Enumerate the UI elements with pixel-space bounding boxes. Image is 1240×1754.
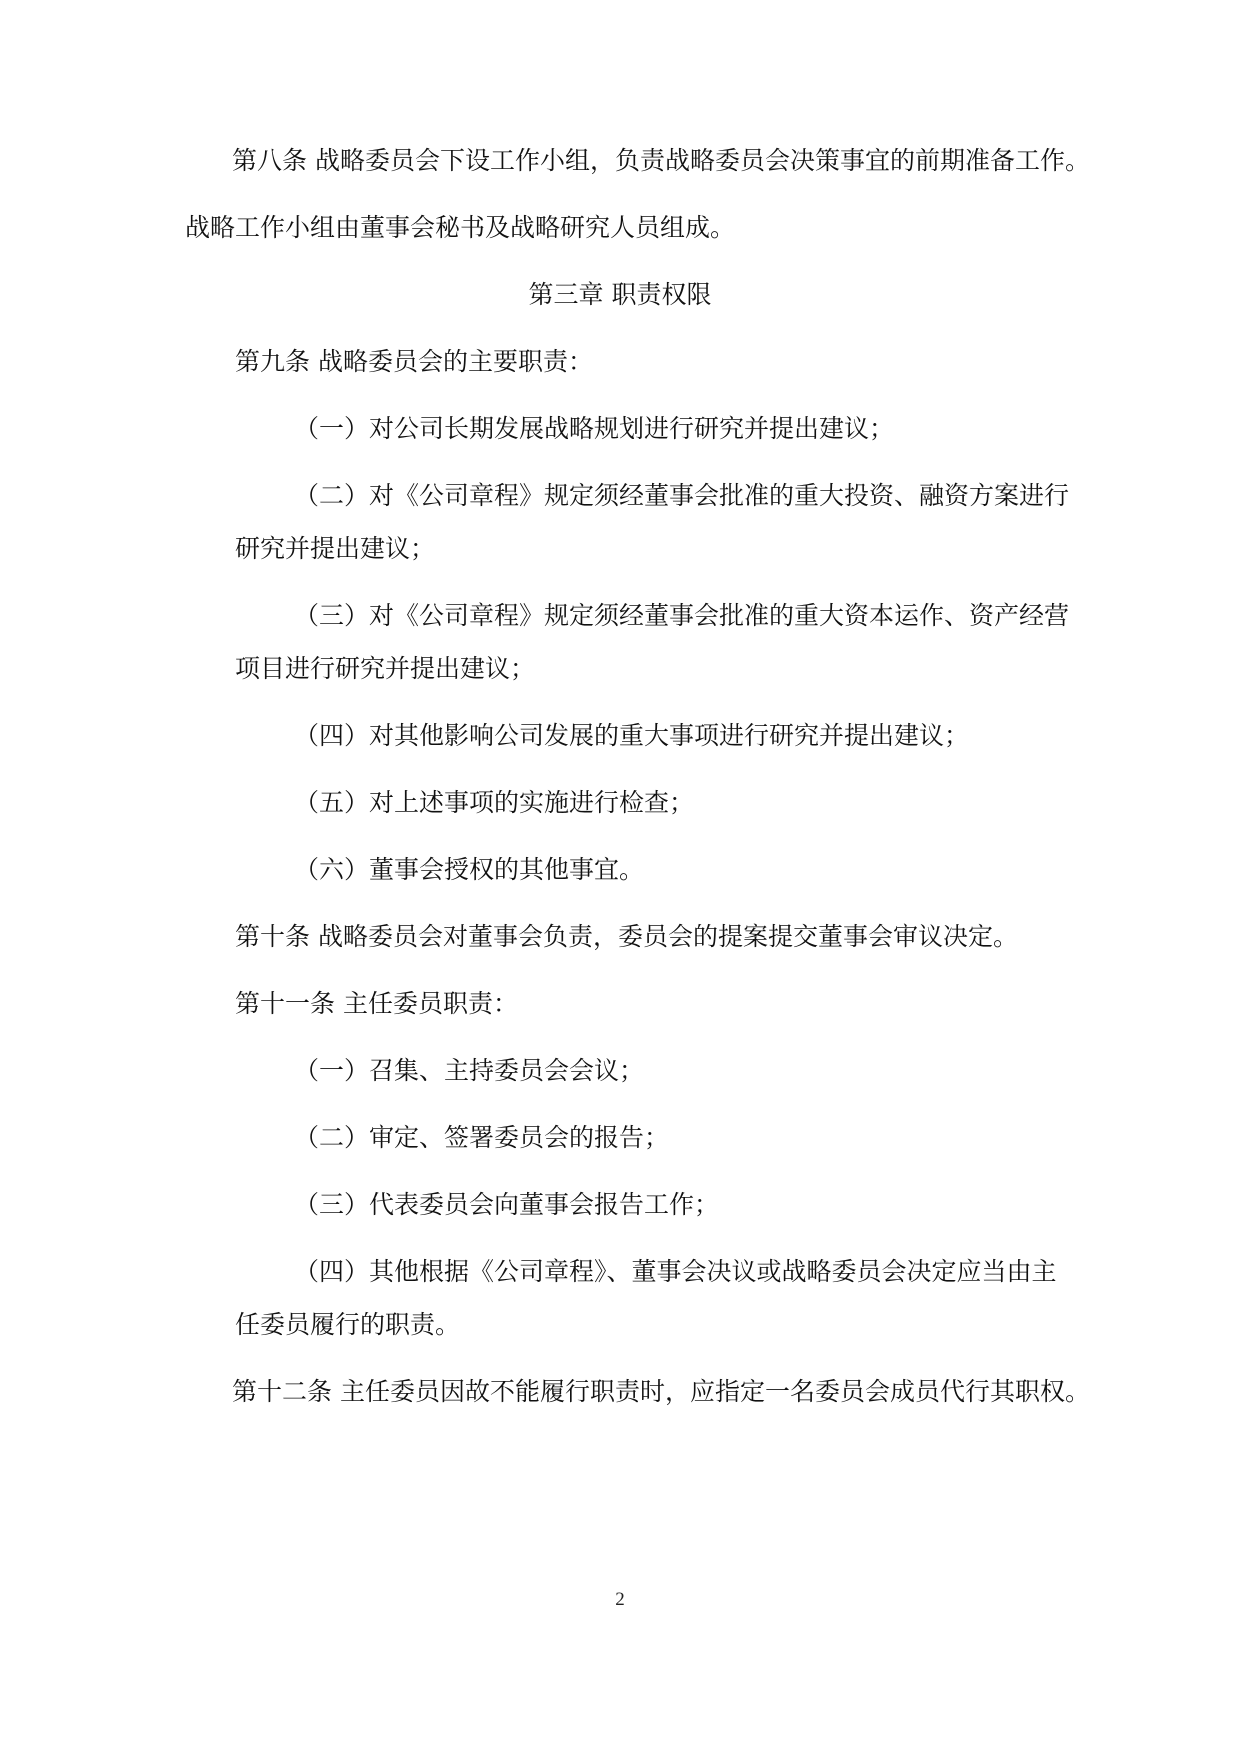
article-11-heading: 第十一条 主任委员职责： — [235, 989, 518, 1018]
article-12: 第十二条 主任委员因故不能履行职责时，应指定一名委员会成员代行其职权。 — [232, 1377, 1090, 1406]
article-8-line-2: 战略工作小组由董事会秘书及战略研究人员组成。 — [185, 213, 736, 242]
article-11-item-4-line-1: （四）其他根据《公司章程》、董事会决议或战略委员会决定应当由主 — [294, 1257, 1057, 1286]
article-9-item-4: （四）对其他影响公司发展的重大事项进行研究并提出建议； — [294, 721, 970, 750]
article-9-item-2-line-1: （二）对《公司章程》规定须经董事会批准的重大投资、融资方案进行 — [294, 481, 1070, 510]
article-11-item-2: （二）审定、签署委员会的报告； — [294, 1123, 670, 1152]
article-8-line-1: 第八条 战略委员会下设工作小组，负责战略委员会决策事宜的前期准备工作。 — [232, 146, 1090, 175]
article-11-item-3: （三）代表委员会向董事会报告工作； — [294, 1190, 720, 1219]
page-number: 2 — [615, 1589, 625, 1610]
article-9-item-5: （五）对上述事项的实施进行检查； — [294, 788, 695, 817]
article-9-item-3-line-1: （三）对《公司章程》规定须经董事会批准的重大资本运作、资产经营 — [294, 601, 1070, 630]
article-10: 第十条 战略委员会对董事会负责，委员会的提案提交董事会审议决定。 — [235, 922, 1018, 951]
article-11-item-4-line-2: 任委员履行的职责。 — [235, 1310, 461, 1339]
chapter-3-title: 第三章 职责权限 — [528, 280, 712, 309]
article-9-item-2-line-2: 研究并提出建议； — [235, 534, 436, 563]
article-9-item-1: （一）对公司长期发展战略规划进行研究并提出建议； — [294, 414, 895, 443]
article-9-item-3-line-2: 项目进行研究并提出建议； — [235, 654, 536, 683]
article-11-item-1: （一）召集、主持委员会会议； — [294, 1056, 645, 1085]
article-9-heading: 第九条 战略委员会的主要职责： — [235, 347, 593, 376]
article-9-item-6: （六）董事会授权的其他事宜。 — [294, 855, 645, 884]
